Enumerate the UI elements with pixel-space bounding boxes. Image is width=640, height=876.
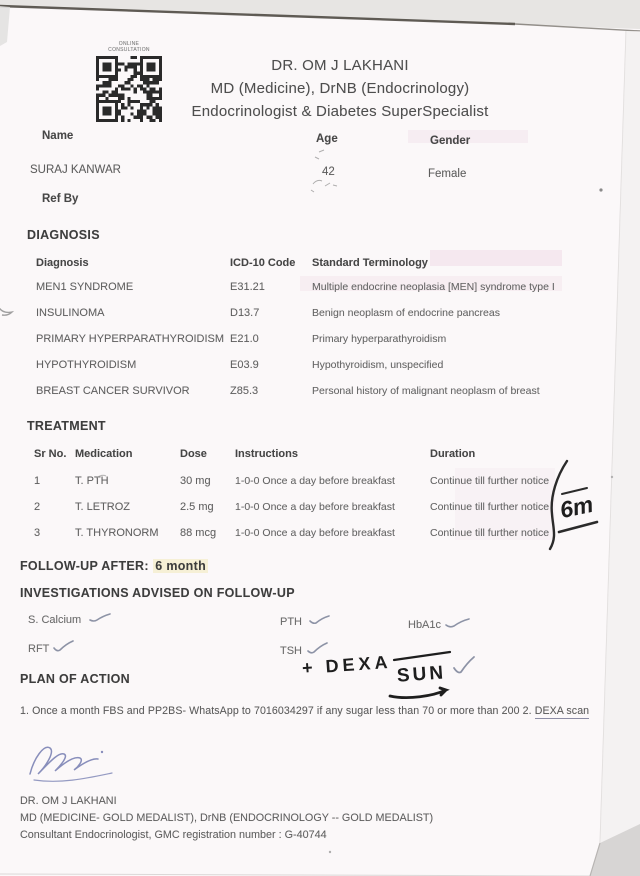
treatment-duration: Continue till further notice bbox=[430, 501, 550, 513]
diagnosis-row bbox=[0, 281, 640, 303]
signature bbox=[22, 736, 137, 791]
diagnosis-icd: E03.9 bbox=[230, 359, 259, 371]
diagnosis-terminology: Hypothyroidism, unspecified bbox=[312, 359, 444, 371]
checkmark-icon bbox=[306, 642, 330, 656]
treatment-instructions: 1-0-0 Once a day before breakfast bbox=[235, 527, 395, 539]
pencil-marks bbox=[305, 140, 365, 195]
patient-name: SURAJ KANWAR bbox=[30, 164, 121, 176]
qr-code-label: ONLINE CONSULTATION bbox=[108, 41, 150, 53]
footer-doctor-name: DR. OM J LAKHANI bbox=[20, 795, 117, 807]
investigation-item: S. Calcium bbox=[28, 614, 82, 626]
handwritten-duration-note: 6m bbox=[557, 490, 596, 524]
investigation-item: TSH bbox=[280, 645, 302, 657]
diagnosis-name: PRIMARY HYPERPARATHYROIDISM bbox=[36, 333, 225, 345]
handwritten-dexa-note: + DEXA bbox=[301, 651, 393, 679]
investigation-item: RFT bbox=[28, 643, 50, 655]
treatment-medication: T. LETROZ bbox=[75, 501, 131, 513]
follow-up-label: FOLLOW-UP AFTER: bbox=[20, 559, 149, 573]
diagnosis-terminology: Personal history of malignant neoplasm of breast bbox=[312, 385, 540, 397]
ref-by-label: Ref By bbox=[42, 193, 79, 205]
diagnosis-icd: E21.0 bbox=[230, 333, 259, 345]
treatment-instructions: 1-0-0 Once a day before breakfast bbox=[235, 475, 395, 487]
checkmark-icon bbox=[308, 614, 332, 626]
name-label: Name bbox=[42, 130, 74, 142]
diagnosis-name: BREAST CANCER SURVIVOR bbox=[36, 385, 190, 397]
diagnosis-section-title: DIAGNOSIS bbox=[27, 228, 100, 242]
treatment-dose: 2.5 mg bbox=[180, 501, 214, 513]
icd-col-header: ICD-10 Code bbox=[230, 257, 296, 269]
pen-mark bbox=[0, 300, 22, 322]
diagnosis-name: INSULINOMA bbox=[36, 307, 105, 319]
treatment-section-title: TREATMENT bbox=[27, 419, 106, 433]
follow-up-value: 6 month bbox=[155, 559, 207, 573]
plan-section-title: PLAN OF ACTION bbox=[20, 672, 130, 686]
age-label: Age bbox=[316, 133, 338, 145]
terminology-col-header: Standard Terminology bbox=[312, 257, 428, 269]
diagnosis-icd: E31.21 bbox=[230, 281, 265, 293]
treatment-sr: 3 bbox=[34, 527, 41, 539]
plan-item-underlined: DEXA scan bbox=[534, 705, 590, 717]
diagnosis-col-header: Diagnosis bbox=[36, 257, 89, 269]
treatment-sr: 1 bbox=[34, 475, 41, 487]
treatment-medication: T. THYRONORM bbox=[75, 527, 159, 539]
diagnosis-row bbox=[0, 385, 640, 407]
diagnosis-icd: Z85.3 bbox=[230, 385, 259, 397]
diagnosis-icd: D13.7 bbox=[230, 307, 260, 319]
checkmark-icon bbox=[88, 612, 112, 624]
footer-qualifications: MD (MEDICINE- GOLD MEDALIST), DrNB (ENDOCRINOLOGY -- GOLD MEDALIST) bbox=[20, 812, 434, 824]
checkmark-icon bbox=[444, 616, 472, 630]
patient-gender: Female bbox=[428, 168, 467, 180]
doctor-name: DR. OM J LAKHANI bbox=[271, 57, 409, 74]
dose-col-header: Dose bbox=[180, 448, 207, 460]
checkmark-icon bbox=[52, 640, 76, 654]
diagnosis-row bbox=[0, 359, 640, 381]
plan-item: 1. Once a month FBS and PP2BS- WhatsApp to 7016034297 if any sugar less than 70 or more than 200 2. bbox=[20, 705, 535, 717]
treatment-duration: Continue till further notice bbox=[430, 475, 550, 487]
handwritten-dexa-sun: SUN bbox=[396, 662, 447, 687]
handwritten-strokes bbox=[388, 648, 483, 703]
diagnosis-name: MEN1 SYNDROME bbox=[36, 281, 134, 293]
footer-registration: Consultant Endocrinologist, GMC registration number : G-40744 bbox=[20, 829, 327, 841]
duration-col-header: Duration bbox=[430, 448, 476, 460]
treatment-dose: 88 mcg bbox=[180, 527, 217, 539]
diagnosis-name: HYPOTHYROIDISM bbox=[36, 359, 137, 371]
doctor-qualifications: MD (Medicine), DrNB (Endocrinology) bbox=[210, 80, 470, 97]
diagnosis-terminology: Multiple endocrine neoplasia [MEN] syndrome type I bbox=[312, 281, 555, 293]
patient-age: 42 bbox=[322, 166, 335, 178]
gender-label: Gender bbox=[430, 135, 471, 147]
investigation-item: PTH bbox=[280, 616, 302, 628]
diagnosis-row bbox=[0, 333, 640, 355]
investigations-section-title: INVESTIGATIONS ADVISED ON FOLLOW-UP bbox=[20, 586, 295, 600]
diagnosis-terminology: Primary hyperparathyroidism bbox=[312, 333, 447, 345]
treatment-medication: T. PTH bbox=[75, 475, 109, 487]
medication-col-header: Medication bbox=[75, 448, 133, 460]
treatment-duration: Continue till further notice bbox=[430, 527, 550, 539]
diagnosis-row bbox=[0, 307, 640, 329]
doctor-specialty: Endocrinologist & Diabetes SuperSpecialist bbox=[191, 103, 489, 120]
instructions-col-header: Instructions bbox=[235, 448, 298, 460]
treatment-sr: 2 bbox=[34, 501, 41, 513]
sr-col-header: Sr No. bbox=[34, 448, 67, 460]
investigation-item: HbA1c bbox=[408, 619, 442, 631]
treatment-dose: 30 mg bbox=[180, 475, 211, 487]
diagnosis-terminology: Benign neoplasm of endocrine pancreas bbox=[312, 307, 500, 319]
treatment-instructions: 1-0-0 Once a day before breakfast bbox=[235, 501, 395, 513]
